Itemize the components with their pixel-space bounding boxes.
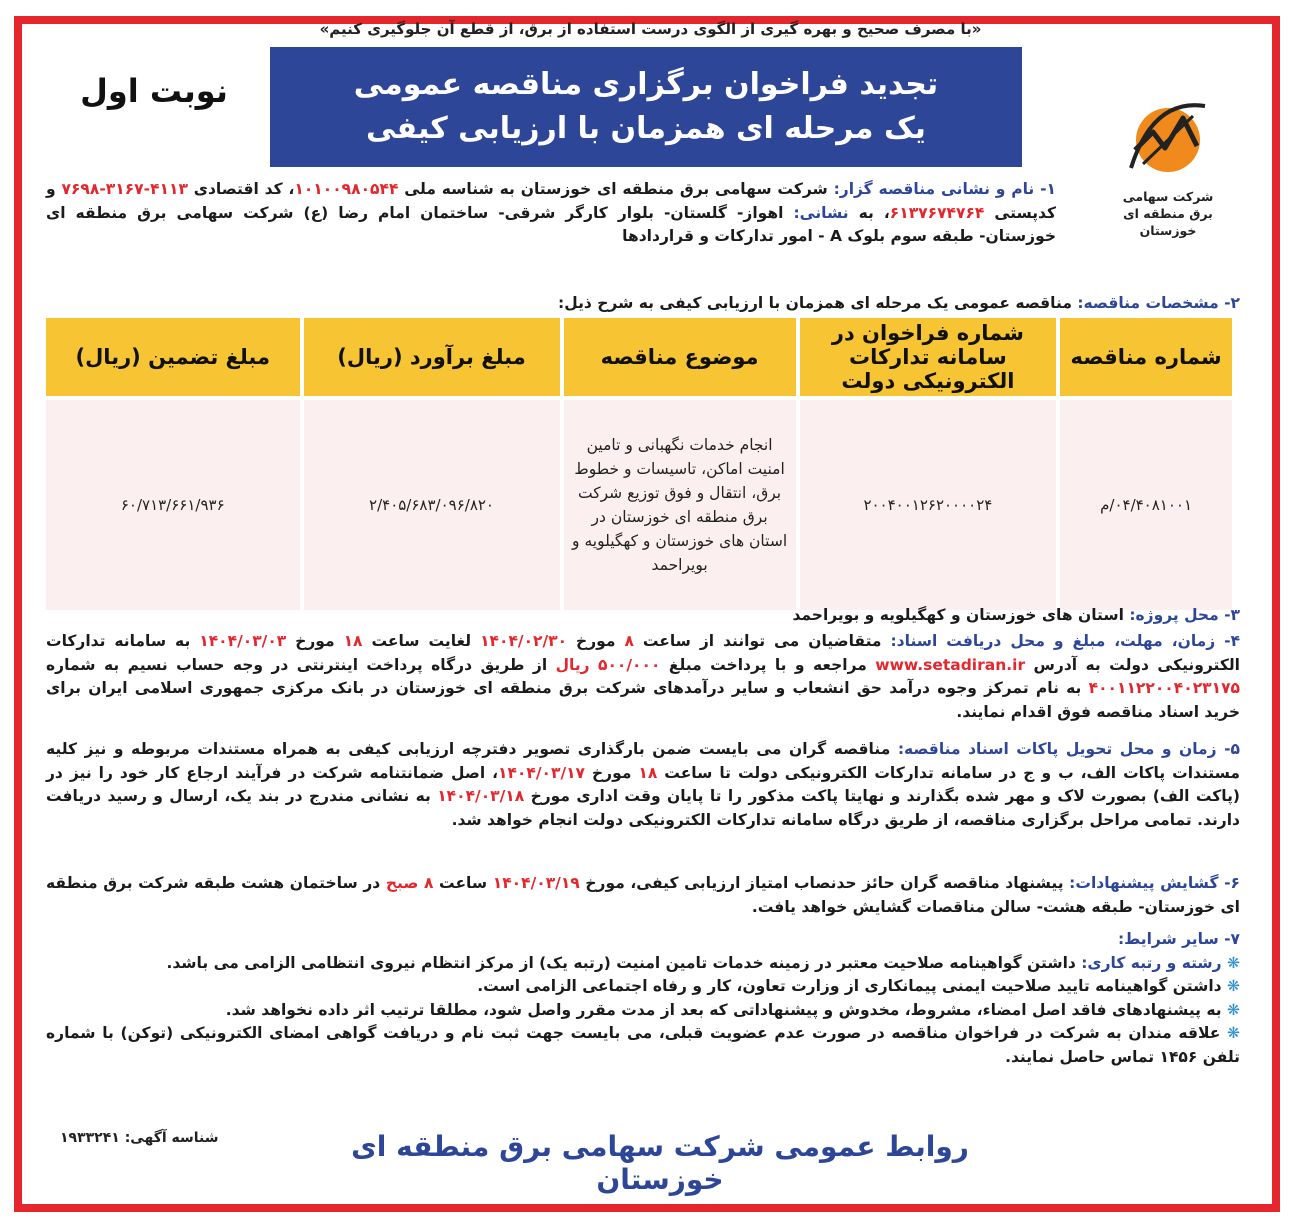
section-3-text: استان های خوزستان و کهگیلویه و بویراحمد xyxy=(792,606,1130,624)
opening-date: ۱۴۰۴/۰۳/۱۹ xyxy=(492,874,580,892)
section-4-text-b: مورخ xyxy=(567,632,625,650)
submit-date-2: ۱۴۰۴/۰۳/۱۸ xyxy=(437,787,525,805)
header-subject: موضوع مناقصه xyxy=(562,318,798,398)
logo-name-line-2: برق منطقه ای خوزستان xyxy=(1123,206,1213,238)
bullet-icon: ❋ xyxy=(1227,953,1240,972)
slogan: «با مصرف صحیح و بهره گیری از الگوی درست استفاده از برق، از قطع آن جلوگیری کنیم» xyxy=(319,20,982,38)
section-6 xyxy=(46,872,1240,919)
section-3 xyxy=(46,604,1240,628)
address-text: اهواز- گلستان- بلوار کارگر شرقی- ساختمان امام رضا (ع) شرکت سهامی برق منطقه ای خوزستان- طبقه سوم بلوک A - امور تدارکات و قراردادها xyxy=(46,203,1056,245)
bullet-icon: ❋ xyxy=(1227,1024,1240,1042)
doc-date-to: ۱۴۰۴/۰۳/۰۳ xyxy=(199,632,287,650)
round-label: نوبت اول xyxy=(80,72,228,110)
economic-code: ۴۱۱۳-۳۱۶۷-۷۶۹۸ xyxy=(61,180,188,198)
header-tender-no: شماره مناقصه xyxy=(1058,318,1232,398)
section-5-text-a: مناقصه گران می بایست ضمن بارگذاری تصویر دفترچه ارزیابی کیفی به همراه مستندات مربوطه و نیز کلیه مستندات پاکات الف، ب و ج در سامانه تدارکات الکترونیکی دولت تا ساعت xyxy=(46,740,1240,782)
section-1-text-a: شرکت سهامی برق منطقه ای خوزستان به شناسه ملی xyxy=(398,180,834,198)
logo-name-line-1: شرکت سهامی xyxy=(1122,189,1214,204)
table-row xyxy=(44,398,1232,610)
section-4 xyxy=(46,630,1240,724)
section-4-text-h: به نام تمرکز وجوه درآمد حق انشعاب و سایر درآمدهای شرکت برق منطقه ای خوزستان در بانک مرکزی جمهوری اسلامی ایران برای خرید اسناد مناقصه فوق اقدام نمایند. xyxy=(46,679,1240,721)
submit-date-1: ۱۴۰۴/۰۳/۱۷ xyxy=(498,763,586,782)
section-1-heading: ۱- نام و نشانی مناقصه گزار: xyxy=(833,180,1056,198)
condition-item xyxy=(46,952,1240,976)
condition-item xyxy=(46,1022,1240,1069)
account-number: ۴۰۰۱۱۲۲۰۰۴۰۲۳۱۷۵ xyxy=(1088,679,1240,697)
cell-estimate: ۲/۴۰۵/۶۸۳/۰۹۶/۸۲۰ xyxy=(302,398,562,610)
section-4-text-e: به سامانه تدارکات الکترونیکی دولت به آدرس xyxy=(46,632,1240,674)
cell-call-no: ۲۰۰۴۰۰۱۲۶۲۰۰۰۰۲۴ xyxy=(798,398,1059,610)
section-7 xyxy=(46,928,1240,1069)
section-4-text-f: مراجعه و با پرداخت مبلغ xyxy=(660,655,876,674)
section-4-text-g: از طریق درگاه پرداخت اینترنتی در وجه حساب نسیم به شماره xyxy=(46,655,556,674)
section-5-text-b: مورخ xyxy=(585,763,639,782)
submit-hour: ۱۸ xyxy=(638,763,658,782)
doc-price: ۵۰۰/۰۰۰ ریال xyxy=(555,655,661,674)
table-header-row xyxy=(44,318,1232,398)
postal-code: ۶۱۳۷۶۷۴۷۶۴ xyxy=(889,203,985,222)
section-1-text-c: و کدپستی xyxy=(46,180,1056,222)
logo-emblem-icon xyxy=(1113,88,1223,188)
section-4-text-a: متقاضیان می توانند از ساعت xyxy=(633,632,891,650)
setad-website-link[interactable]: www.setadiran.ir xyxy=(875,655,1026,674)
condition-text: داشتن گواهینامه صلاحیت معتبر در زمینه خدمات تامین امنیت (رتبه یک) از مرکز انتظام نیروی انتظامی الزامی می باشد. xyxy=(166,953,1082,972)
header-call-no: شماره فراخوان در سامانه تدارکات الکترونیکی دولت xyxy=(798,318,1059,398)
opening-hour: ۸ صبح xyxy=(385,874,434,892)
section-1-text-b: ، کد اقتصادی xyxy=(187,180,295,198)
public-relations-signature: روابط عمومی شرکت سهامی برق منطقه ای خوزستان xyxy=(351,1130,969,1196)
title-banner xyxy=(270,47,1022,167)
section-4-text-d: مورخ xyxy=(286,632,344,650)
ad-id-label: شناسه آگهی: xyxy=(119,1130,219,1146)
doc-date-from: ۱۴۰۴/۰۲/۳۰ xyxy=(480,632,568,650)
section-1 xyxy=(46,178,1056,249)
section-2-text: مناقصه عمومی یک مرحله ای همزمان با ارزیابی کیفی به شرح ذیل: xyxy=(558,294,1078,312)
national-id: ۱۰۱۰۰۹۸۰۵۴۴ xyxy=(294,180,399,198)
cell-guarantee: ۶۰/۷۱۳/۶۶۱/۹۳۶ xyxy=(44,398,302,610)
section-6-text-b: ساعت xyxy=(433,874,493,892)
condition-text: به پیشنهادهای فاقد اصل امضاء، مشروط، مخدوش و پیشنهاداتی که بعد از مدت مقرر واصل شود، مطلقا ترتیب اثر داده نخواهد شد. xyxy=(225,1000,1227,1019)
section-5-text-c: ، اصل ضمانتنامه شرکت در فرآیند ارجاع کار خود را نیز در (پاکت الف) بصورت لاک و مهر شده بگذارند و نهایتا پاکت مذکور را تا پایان وقت اداری مورخ xyxy=(46,763,1240,805)
header-guarantee: مبلغ تضمین (ریال) xyxy=(44,318,302,398)
section-1-text-d: ، به xyxy=(848,203,890,222)
section-7-heading: ۷- سایر شرایط: xyxy=(1117,930,1240,948)
condition-text: علاقه مندان به شرکت در فراخوان مناقصه در صورت عدم عضویت قبلی، می بایست جهت ثبت نام و دریافت گواهی امضای الکترونیکی (توکن) با شماره تلفن ۱۴۵۶ تماس حاصل نمایند. xyxy=(46,1024,1240,1066)
condition-item xyxy=(46,999,1240,1023)
section-6-heading: ۶- گشایش پیشنهادات: xyxy=(1069,874,1240,892)
cell-subject: انجام خدمات نگهبانی و تامین امنیت اماکن، تاسیسات و خطوط برق، انتقال و فوق توزیع شرکت برق منطقه ای خوزستان در استان های خوزستان و کهگیلویه و بویراحمد xyxy=(562,398,798,610)
bullet-icon: ❋ xyxy=(1227,977,1240,995)
condition-text: داشتن گواهینامه تایید صلاحیت ایمنی پیمانکاری از وزارت تعاون، کار و رفاه اجتماعی الزامی است. xyxy=(477,977,1227,995)
doc-hour-to: ۱۸ xyxy=(343,632,363,650)
bullet-icon: ❋ xyxy=(1227,1000,1240,1019)
header-estimate: مبلغ برآورد (ریال) xyxy=(302,318,562,398)
section-2-heading: ۲- مشخصات مناقصه: xyxy=(1077,294,1240,312)
section-5-heading: ۵- زمان و محل تحویل پاکات اسناد مناقصه: xyxy=(897,740,1240,758)
section-6-text-c: در ساختمان هشت طبقه شرکت برق منطقه ای خوزستان- طبقه هشت- سالن مناقصات گشایش خواهد یافت. xyxy=(46,874,1240,916)
address-label: نشانی: xyxy=(793,203,849,222)
tender-table xyxy=(42,318,1232,610)
condition-item xyxy=(46,975,1240,999)
cell-tender-no: ۰۴/۴۰۸۱۰۰۱/م xyxy=(1058,398,1232,610)
ad-id-value: ۱۹۳۳۲۴۱ xyxy=(60,1130,120,1146)
title-line-1: تجدید فراخوان برگزاری مناقصه عمومی xyxy=(353,67,939,102)
title-line-2: یک مرحله ای همزمان با ارزیابی کیفی xyxy=(366,111,926,146)
ad-identifier xyxy=(60,1130,219,1146)
section-6-text-a: پیشنهاد مناقصه گران حائز حدنصاب امتیاز ارزیابی کیفی، مورخ xyxy=(579,874,1070,892)
condition-label: رشته و رتبه کاری: xyxy=(1081,953,1222,972)
company-logo xyxy=(1093,88,1243,238)
section-2 xyxy=(46,292,1240,316)
section-4-heading: ۴- زمان، مهلت، مبلغ و محل دریافت اسناد: xyxy=(890,632,1241,650)
section-4-text-c: لغایت ساعت xyxy=(362,632,481,650)
section-5-text-d: به نشانی مندرج در بند یک، ارسال و رسید دریافت دارند. تمامی مراحل برگزاری مناقصه، از طریق درگاه سامانه تدارکات الکترونیکی دولت انجام خواهد شد. xyxy=(46,787,1240,829)
section-5 xyxy=(46,738,1240,832)
doc-hour-from: ۸ xyxy=(624,632,634,650)
section-3-heading: ۳- محل پروژه: xyxy=(1129,606,1240,624)
